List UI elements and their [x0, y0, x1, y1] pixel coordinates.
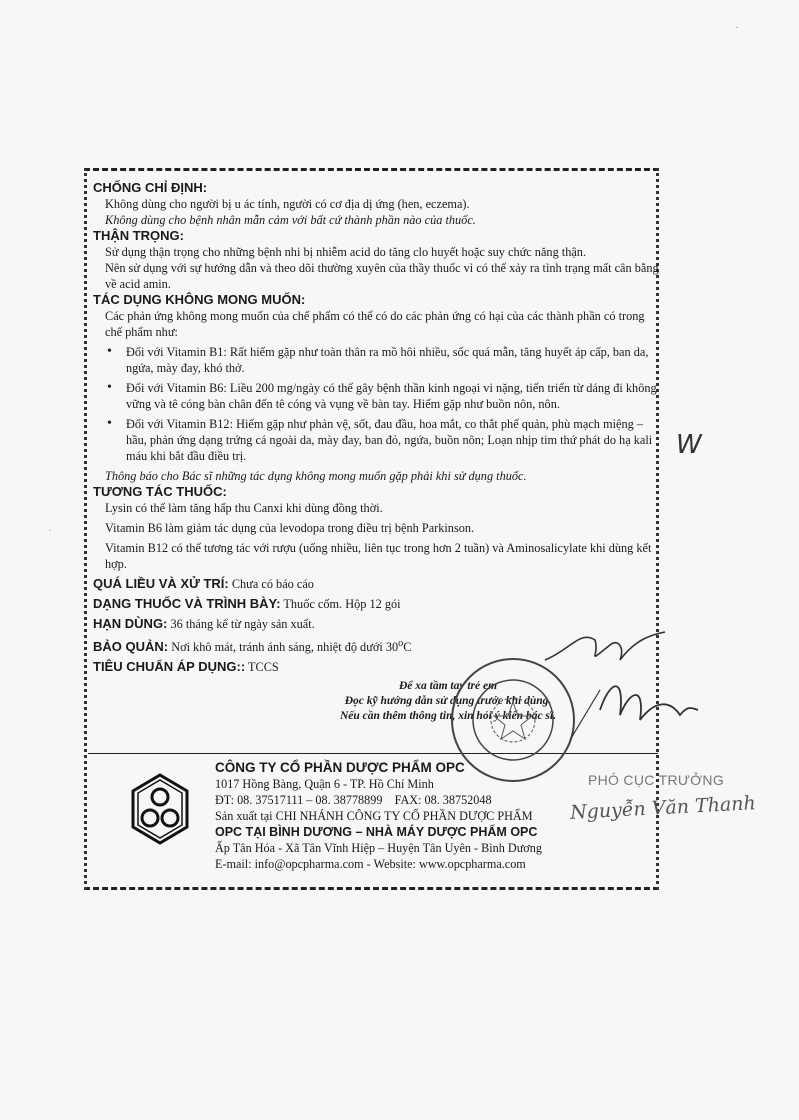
- signature-graphic: [540, 620, 700, 740]
- side-effect-item: • Đối với Vitamin B12: Hiếm gặp như phản vệ, sốt, đau đầu, hoa mắt, co thắt phế quản, phù mạch miệng – hầu, phản ứng dạng trứng cá ngoài da, mày đay, ban đỏ, ngứa, buồn nôn; Loạn nhịp tim thứ phát do hạ kali máu khi bắt đầu điều trị.: [93, 416, 663, 464]
- warning-ask-doctor: Nếu cần thêm thông tin, xin hỏi ý kiến bác sĩ.: [340, 710, 556, 723]
- branch-address: Ấp Tân Hóa - Xã Tân Vĩnh Hiệp – Huyện Tân Uyên - Bình Dương: [215, 841, 542, 855]
- storage-degree: o: [398, 638, 404, 649]
- storage-label: BẢO QUẢN:: [93, 639, 169, 655]
- margin-initial: W: [676, 430, 702, 460]
- side-effect-item: • Đối với Vitamin B1: Rất hiếm gặp như toàn thân ra mồ hôi nhiều, sốc quá mẫn, tăng huyết áp cấp, ban da, ngứa, mày đay, khó thở.: [93, 344, 663, 376]
- warning-keep-away: Để xa tầm tay trẻ em: [398, 680, 498, 693]
- company-address: 1017 Hồng Bàng, Quận 6 - TP. Hồ Chí Minh: [215, 777, 434, 791]
- precaution-line: Sử dụng thận trọng cho những bệnh nhi bị nhiễm acid do tăng clo huyết hoặc suy chức năng thận.: [105, 245, 587, 259]
- overdose-row: [93, 576, 663, 592]
- standard-label: TIÊU CHUẨN ÁP DỤNG::: [93, 659, 246, 675]
- expiry-value: 36 tháng kể từ ngày sản xuất.: [170, 617, 315, 631]
- branch-name: OPC TẠI BÌNH DƯƠNG – NHÀ MÁY DƯỢC PHẨM OPC: [215, 825, 538, 839]
- section-heading-contraindications: CHỐNG CHỈ ĐỊNH:: [93, 180, 208, 195]
- side-effects-notice: Thông báo cho Bác sĩ những tác dụng không mong muốn gặp phải khi sử dụng thuốc.: [105, 469, 527, 483]
- side-effect-item: • Đối với Vitamin B6: Liều 200 mg/ngày có thể gây bệnh thần kinh ngoại vi nặng, tiến triển từ dáng đi không vững và tê cóng bàn chân đến tê cóng và vụng về bàn tay. Hiếm gặp như buồn nôn, nôn.: [93, 380, 663, 412]
- opc-logo-graphic: [131, 773, 189, 845]
- scan-mark: ·: [735, 22, 739, 34]
- precaution-line: Nên sử dụng với sự hướng dẫn và theo dõi thường xuyên của thầy thuốc vì có thể xảy ra tình trạng mất cân bằng về acid amin.: [105, 261, 659, 291]
- signer-title: PHÓ CỤC TRƯỞNG: [588, 772, 725, 788]
- dosage-form-row: [93, 596, 663, 612]
- contraindication-line: Không dùng cho người bị u ác tính, người có cơ địa dị ứng (hen, eczema).: [105, 197, 470, 211]
- interaction-line: Vitamin B6 làm giảm tác dụng của levodopa trong điều trị bệnh Parkinson.: [105, 521, 475, 535]
- produced-at: Sản xuất tại CHI NHÁNH CÔNG TY CỔ PHẦN DƯỢC PHẨM: [215, 809, 533, 823]
- company-name: CÔNG TY CỔ PHẦN DƯỢC PHẨM OPC: [215, 760, 465, 775]
- overdose-label: QUÁ LIỀU VÀ XỬ TRÍ:: [93, 576, 229, 591]
- section-heading-side-effects: TÁC DỤNG KHÔNG MONG MUỐN:: [93, 292, 306, 307]
- overdose-value: Chưa có báo cáo: [231, 577, 314, 591]
- dosage-form-value: Thuốc cốm. Hộp 12 gói: [283, 597, 401, 611]
- scan-mark: ·: [48, 525, 52, 537]
- contraindication-line: Không dùng cho bệnh nhân mẫn cảm với bất cứ thành phần nào của thuốc.: [105, 213, 476, 227]
- interaction-line: Vitamin B12 có thể tương tác với rượu (uống nhiều, liên tục trong hơn 2 tuần) và Aminosalicylate khi dùng kết hợp.: [105, 541, 652, 571]
- company-contact: E-mail: info@opcpharma.com - Website: www.opcpharma.com: [215, 857, 526, 871]
- interaction-line: Lysin có thể làm tăng hấp thu Canxi khi dùng đồng thời.: [105, 501, 383, 515]
- signer-name: Nguyễn Văn Thanh: [569, 792, 757, 824]
- standard-value: TCCS: [248, 660, 279, 675]
- section-heading-interactions: TƯƠNG TÁC THUỐC:: [93, 484, 227, 499]
- warning-read-instructions: Đọc kỹ hướng dẫn sử dụng trước khi dùng.: [344, 695, 552, 708]
- company-fax: FAX: 08. 38752048: [394, 793, 492, 807]
- company-phone: ĐT: 08. 37517111 – 08. 38778899: [215, 793, 383, 807]
- expiry-label: HẠN DÙNG:: [93, 616, 168, 631]
- opc-logo-icon: [131, 773, 189, 850]
- section-heading-precautions: THẬN TRỌNG:: [93, 228, 184, 243]
- side-effects-intro: Các phản ứng không mong muốn của chế phẩm có thể có do các phản ứng có hại của các thành phần có trong chế phẩm như:: [105, 309, 645, 339]
- dosage-form-label: DẠNG THUỐC VÀ TRÌNH BÀY:: [93, 596, 281, 611]
- storage-unit: C: [403, 640, 412, 655]
- storage-value: Nơi khô mát, tránh ánh sáng, nhiệt độ dưới 30: [171, 640, 399, 655]
- signature-icon: [540, 620, 700, 745]
